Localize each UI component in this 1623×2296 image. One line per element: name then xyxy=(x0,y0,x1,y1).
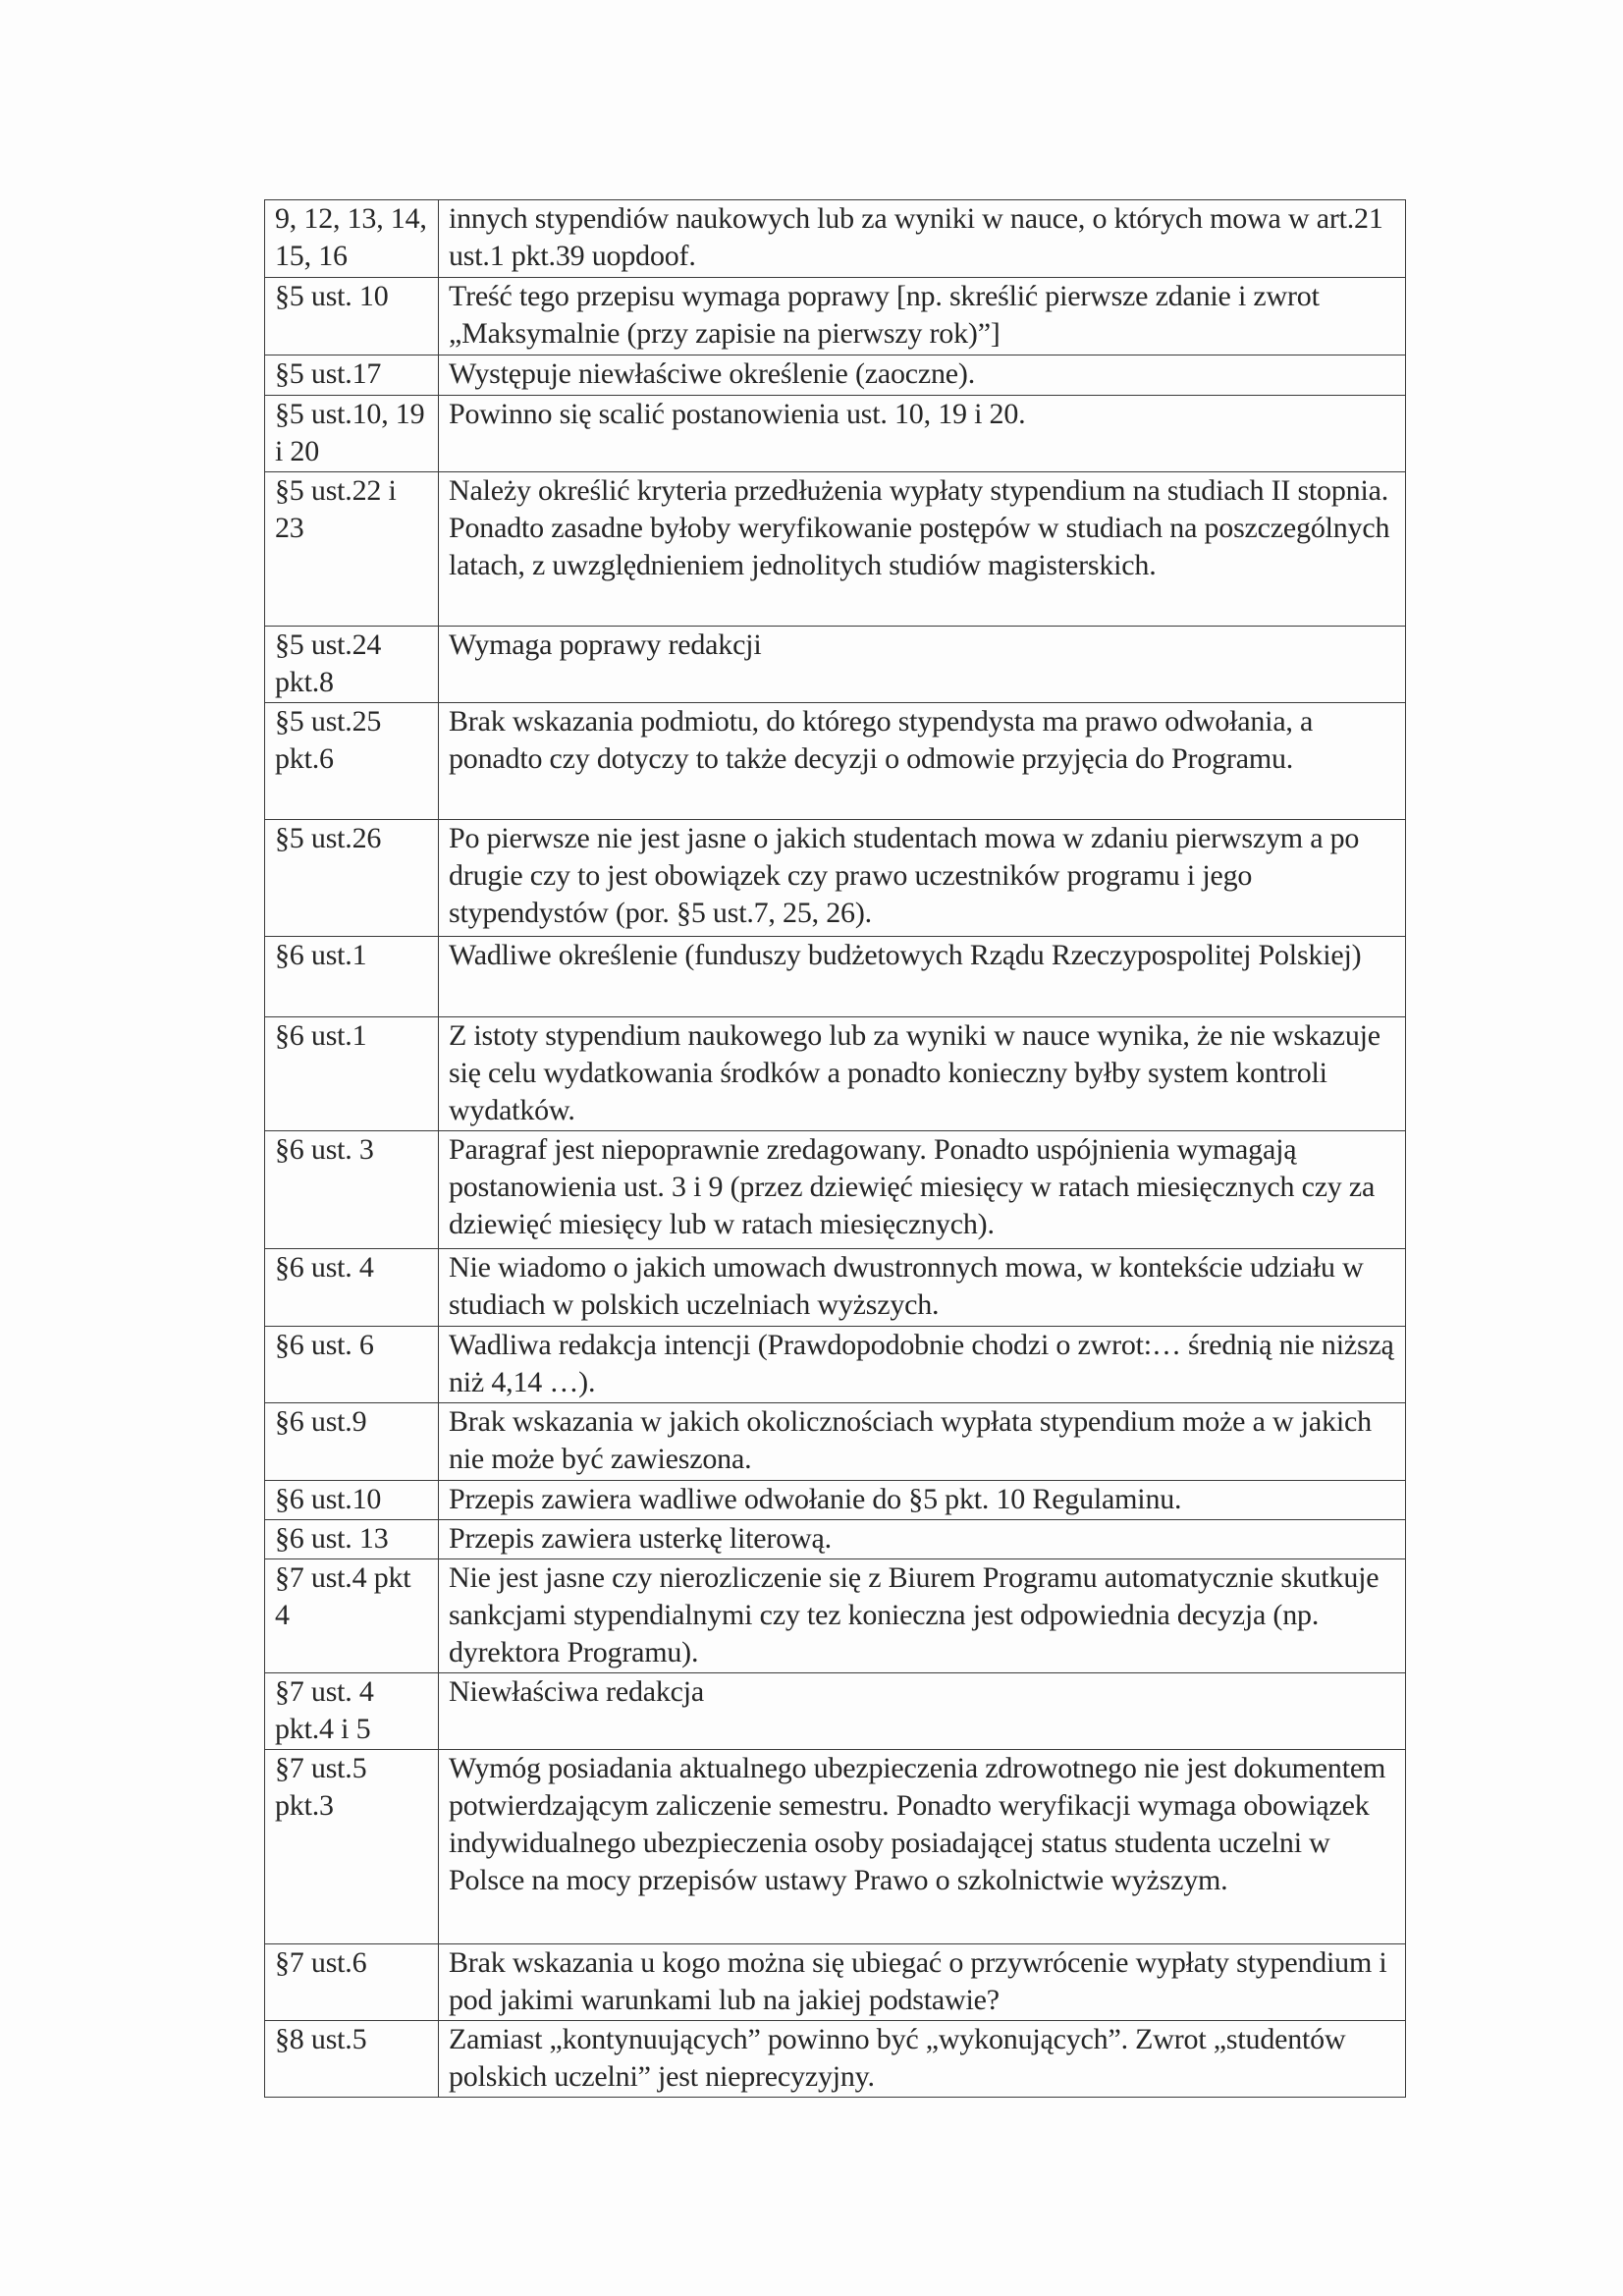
table-row xyxy=(265,1017,1406,1131)
table-row xyxy=(265,1327,1406,1403)
comment-cell: Niewłaściwa redakcja xyxy=(439,1673,1406,1750)
table-row xyxy=(265,820,1406,937)
comment-cell: Brak wskazania u kogo można się ubiegać o przywrócenie wypłaty stypendium i pod jakimi warunkami lub na jakiej podstawie? xyxy=(439,1944,1406,2021)
comment-cell: Wymóg posiadania aktualnego ubezpieczenia zdrowotnego nie jest dokumentem potwierdzającym zaliczenie semestru. Ponadto weryfikacji wymaga obowiązek indywidualnego ubezpieczenia osoby posiadającej status studenta uczelni w Polsce na mocy przepisów ustawy Prawo o szkolnictwie wyższym. xyxy=(439,1750,1406,1944)
provision-reference-cell: §7 ust.4 pkt 4 xyxy=(265,1559,439,1673)
comment-cell: Przepis zawiera usterkę literową. xyxy=(439,1520,1406,1559)
comment-cell: Należy określić kryteria przedłużenia wypłaty stypendium na studiach II stopnia. Ponadto zasadne byłoby weryfikowanie postępów w studiach na poszczególnych latach, z uwzględnieniem jednolitych studiów magisterskich. xyxy=(439,472,1406,627)
table-row xyxy=(265,1249,1406,1327)
table-row xyxy=(265,1481,1406,1520)
table-row xyxy=(265,937,1406,1017)
provision-reference-cell: §7 ust. 4 pkt.4 i 5 xyxy=(265,1673,439,1750)
comment-cell: Wymaga poprawy redakcji xyxy=(439,627,1406,703)
comment-cell: Wadliwa redakcja intencji (Prawdopodobnie chodzi o zwrot:… średnią nie niższą niż 4,14 …). xyxy=(439,1327,1406,1403)
provision-reference-cell: §6 ust. 13 xyxy=(265,1520,439,1559)
provision-reference-cell: §5 ust.10, 19 i 20 xyxy=(265,396,439,472)
table-row xyxy=(265,1131,1406,1249)
comment-cell: Występuje niewłaściwe określenie (zaoczne). xyxy=(439,355,1406,396)
provision-reference-cell: §6 ust. 6 xyxy=(265,1327,439,1403)
table-row xyxy=(265,355,1406,396)
table-row xyxy=(265,1520,1406,1559)
table-row xyxy=(265,2021,1406,2098)
comment-cell: Paragraf jest niepoprawnie zredagowany. Ponadto uspójnienia wymagają postanowienia ust. 3 i 9 (przez dziewięć miesięcy w ratach miesięcznych czy za dziewięć miesięcy lub w ratach miesięcznych). xyxy=(439,1131,1406,1249)
comment-cell: Brak wskazania podmiotu, do którego stypendysta ma prawo odwołania, a ponadto czy dotyczy to także decyzji o odmowie przyjęcia do Programu. xyxy=(439,703,1406,820)
table-row xyxy=(265,1559,1406,1673)
provision-reference-cell: §5 ust.22 i 23 xyxy=(265,472,439,627)
comment-cell: Po pierwsze nie jest jasne o jakich studentach mowa w zdaniu pierwszym a po drugie czy to jest obowiązek czy prawo uczestników programu i jego stypendystów (por. §5 ust.7, 25, 26). xyxy=(439,820,1406,937)
table-row xyxy=(265,1403,1406,1481)
comment-cell: Z istoty stypendium naukowego lub za wyniki w nauce wynika, że nie wskazuje się celu wydatkowania środków a ponadto konieczny byłby system kontroli wydatków. xyxy=(439,1017,1406,1131)
provision-reference-cell: §6 ust.1 xyxy=(265,937,439,1017)
table-row xyxy=(265,703,1406,820)
comment-cell: Nie wiadomo o jakich umowach dwustronnych mowa, w kontekście udziału w studiach w polskich uczelniach wyższych. xyxy=(439,1249,1406,1327)
table-row xyxy=(265,627,1406,703)
table-row xyxy=(265,1673,1406,1750)
provision-reference-cell: §6 ust. 3 xyxy=(265,1131,439,1249)
provision-reference-cell: §5 ust.24 pkt.8 xyxy=(265,627,439,703)
provision-reference-cell: §5 ust.17 xyxy=(265,355,439,396)
provision-reference-cell: §6 ust. 4 xyxy=(265,1249,439,1327)
provision-reference-cell: 9, 12, 13, 14, 15, 16 xyxy=(265,200,439,278)
comments-table xyxy=(264,199,1406,2098)
table-row xyxy=(265,278,1406,355)
comment-cell: Wadliwe określenie (funduszy budżetowych Rządu Rzeczypospolitej Polskiej) xyxy=(439,937,1406,1017)
comment-cell: innych stypendiów naukowych lub za wyniki w nauce, o których mowa w art.21 ust.1 pkt.39 uopdoof. xyxy=(439,200,1406,278)
comment-cell: Zamiast „kontynuujących” powinno być „wykonujących”. Zwrot „studentów polskich uczelni” jest nieprecyzyjny. xyxy=(439,2021,1406,2098)
table-row xyxy=(265,1944,1406,2021)
comment-cell: Nie jest jasne czy nierozliczenie się z Biurem Programu automatycznie skutkuje sankcjami stypendialnymi czy tez konieczna jest odpowiednia decyzja (np. dyrektora Programu). xyxy=(439,1559,1406,1673)
provision-reference-cell: §8 ust.5 xyxy=(265,2021,439,2098)
provision-reference-cell: §6 ust.10 xyxy=(265,1481,439,1520)
provision-reference-cell: §5 ust.25 pkt.6 xyxy=(265,703,439,820)
provision-reference-cell: §7 ust.6 xyxy=(265,1944,439,2021)
provision-reference-cell: §6 ust.1 xyxy=(265,1017,439,1131)
provision-reference-cell: §5 ust.26 xyxy=(265,820,439,937)
provision-reference-cell: §6 ust.9 xyxy=(265,1403,439,1481)
comment-cell: Treść tego przepisu wymaga poprawy [np. skreślić pierwsze zdanie i zwrot „Maksymalnie (przy zapisie na pierwszy rok)”] xyxy=(439,278,1406,355)
comment-cell: Brak wskazania w jakich okolicznościach wypłata stypendium może a w jakich nie może być zawieszona. xyxy=(439,1403,1406,1481)
comment-cell: Powinno się scalić postanowienia ust. 10, 19 i 20. xyxy=(439,396,1406,472)
table-row xyxy=(265,200,1406,278)
table-row xyxy=(265,396,1406,472)
provision-reference-cell: §7 ust.5 pkt.3 xyxy=(265,1750,439,1944)
comments-table-body xyxy=(265,200,1406,2098)
table-row xyxy=(265,472,1406,627)
comment-cell: Przepis zawiera wadliwe odwołanie do §5 pkt. 10 Regulaminu. xyxy=(439,1481,1406,1520)
table-row xyxy=(265,1750,1406,1944)
provision-reference-cell: §5 ust. 10 xyxy=(265,278,439,355)
